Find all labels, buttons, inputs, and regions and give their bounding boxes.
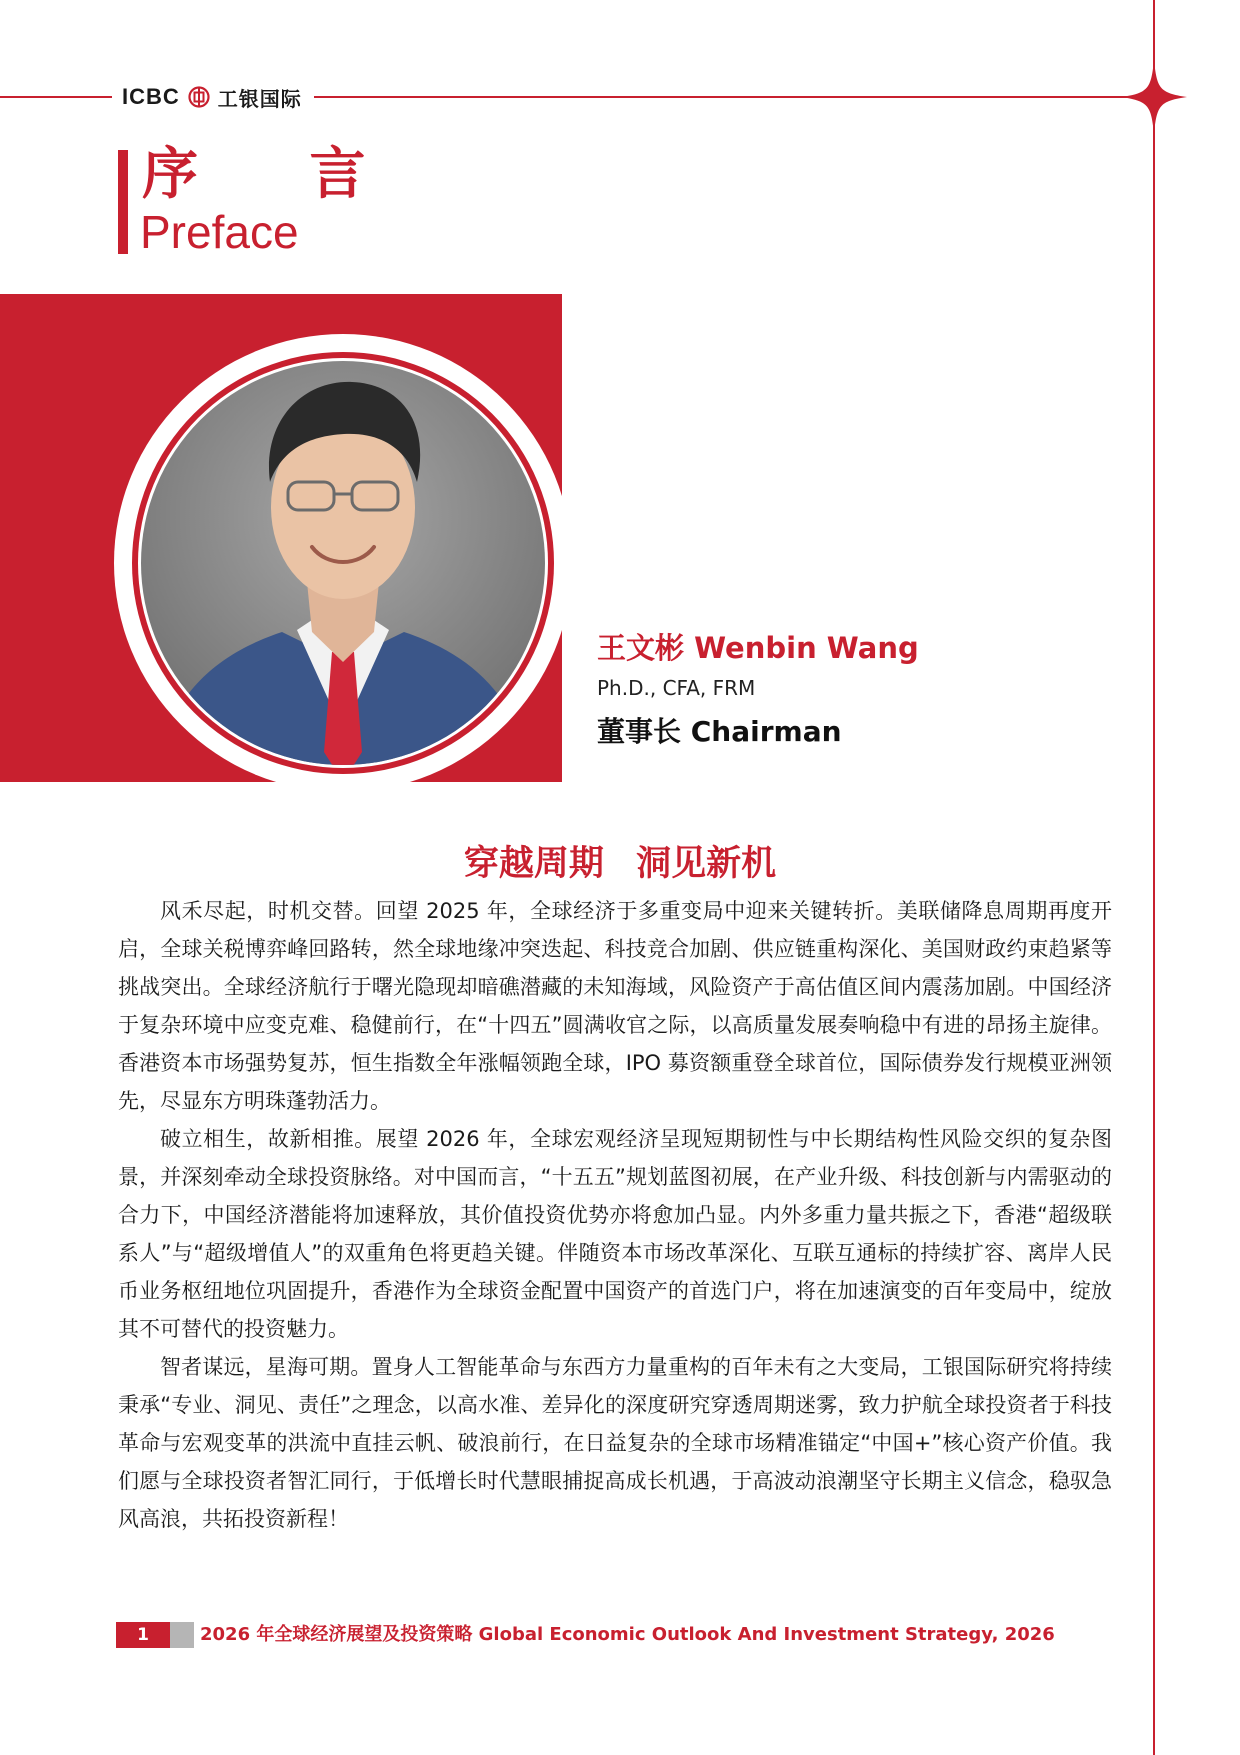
logo-icbc-text: ICBC	[122, 84, 180, 109]
preface-body	[118, 892, 1112, 1538]
page-title-cn: 序 言	[142, 142, 412, 207]
section-heading: 穿越周期 洞见新机	[463, 844, 777, 884]
portrait-photo	[112, 332, 574, 794]
footer-title: 2026 年全球经济展望及投资策略 Global Economic Outlook And Investment Strategy, 2026	[200, 1624, 1055, 1645]
header-logo	[112, 82, 314, 112]
logo-cn-text: 工银国际	[217, 86, 302, 111]
icbc-seal-icon	[188, 86, 210, 108]
title-accent-bar	[118, 150, 128, 254]
four-point-star-icon	[1121, 60, 1187, 134]
paragraph: 破立相生，故新相推。展望 2026 年，全球宏观经济呈现短期韧性与中长期结构性风险交织的复杂图景，并深刻牵动全球投资脉络。对中国而言，“十五五”规划蓝图初展，在产业升级、科技创新与内需驱动的合力下，中国经济潜能将加速释放，其价值投资优势亦将愈加凸显。内外多重力量共振之下，香港“超级联系人”与“超级增值人”的双重角色将更趋关键。伴随资本市场改革深化、互联互通标的持续扩容、离岸人民币业务枢纽地位巩固提升，香港作为全球资金配置中国资产的首选门户，将在加速演变的百年变局中，绽放其不可替代的投资魅力。	[118, 1127, 1112, 1341]
page-number-accent	[170, 1622, 194, 1648]
author-credentials: Ph.D., CFA, FRM	[597, 676, 756, 700]
author-name: 王文彬 Wenbin Wang	[597, 631, 919, 665]
page-number: 1	[116, 1622, 170, 1648]
paragraph: 智者谋远，星海可期。置身人工智能革命与东西方力量重构的百年未有之大变局，工银国际研究将持续秉承“专业、洞见、责任”之理念，以高水准、差异化的深度研究穿透周期迷雾，致力护航全球投资者于科技革命与宏观变革的洪流中直挂云帆、破浪前行，在日益复杂的全球市场精准锚定“中国+”核心资产价值。我们愿与全球投资者智汇同行，于低增长时代慧眼捕捉高成长机遇，于高波动浪潮坚守长期主义信念，稳驭急风高浪，共拓投资新程！	[118, 1355, 1112, 1531]
author-role: 董事长 Chairman	[597, 715, 842, 748]
page-title-en: Preface	[140, 206, 299, 258]
paragraph: 风禾尽起，时机交替。回望 2025 年，全球经济于多重变局中迎来关键转折。美联储降息周期再度开启，全球关税博弈峰回路转，然全球地缘冲突迭起、科技竞合加剧、供应链重构深化、美国财政约束趋紧等挑战突出。全球经济航行于曙光隐现却暗礁潜藏的未知海域，风险资产于高估值区间内震荡加剧。中国经济于复杂环境中应变克难、稳健前行，在“十四五”圆满收官之际，以高质量发展奏响稳中有进的昂扬主旋律。香港资本市场强势复苏，恒生指数全年涨幅领跑全球，IPO 募资额重登全球首位，国际债券发行规模亚洲领先，尽显东方明珠蓬勃活力。	[118, 899, 1112, 1113]
